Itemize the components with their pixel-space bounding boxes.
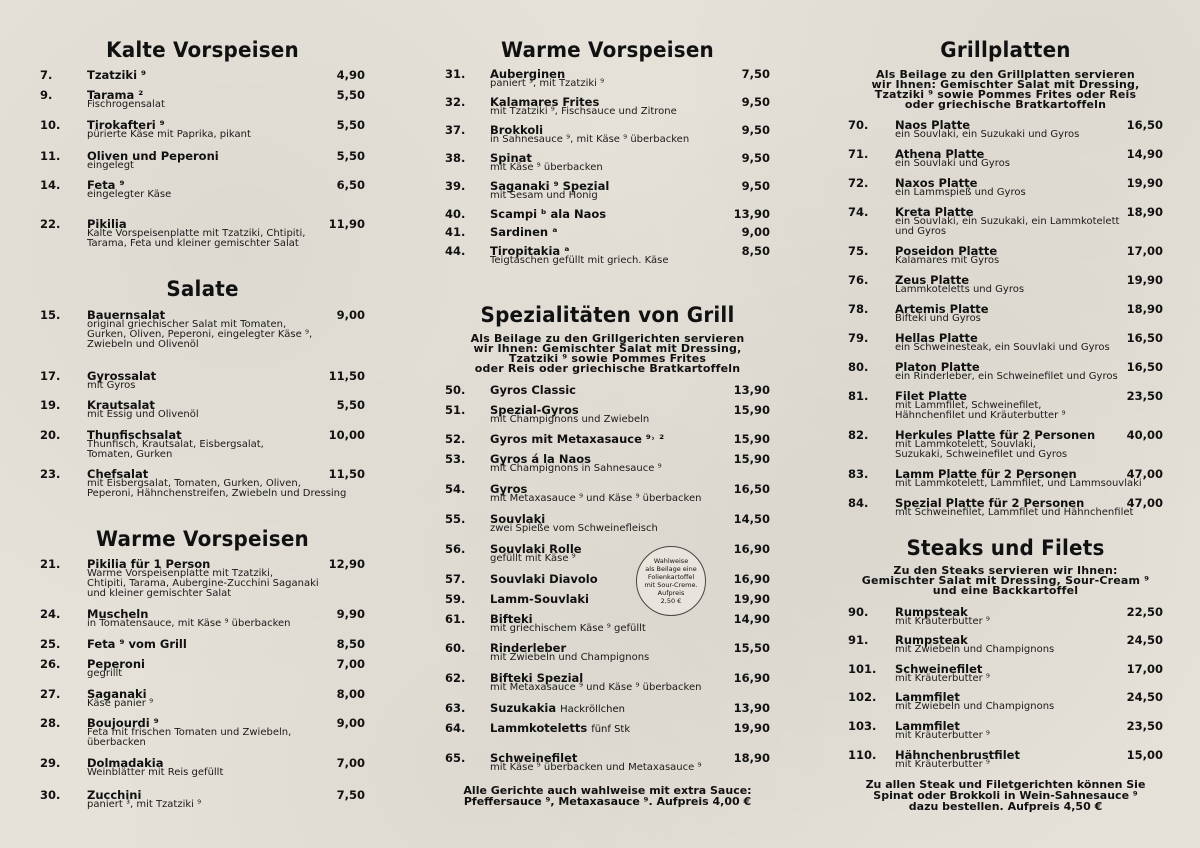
- item-description: ein Schweinesteak, ein Souvlaki und Gyros: [895, 342, 1110, 353]
- item-name-text: Saganaki: [87, 687, 147, 701]
- item-price: 16,90: [733, 572, 770, 586]
- grill-outro: Alle Gerichte auch wahlweise mit extra Sauce: Pfeffersauce ⁹, Metaxasauce ⁹. Aufpreis 4,00 €: [463, 784, 752, 808]
- item-name-text: Gyros Classic: [490, 383, 576, 397]
- item-name-text: Naxos Platte: [895, 176, 978, 190]
- item-name-text: Schweinefilet: [895, 662, 983, 676]
- item-price: 8,50: [336, 637, 365, 651]
- item-name-text: Saganaki ⁹ Spezial: [490, 179, 610, 193]
- item-description: Bifteki und Gyros: [895, 313, 981, 324]
- item-number: 90.: [848, 605, 869, 619]
- item-number: 79.: [848, 331, 869, 345]
- item-number: 32.: [445, 95, 466, 109]
- item-price: 16,90: [733, 671, 770, 685]
- item-name-text: Gyros: [490, 482, 528, 496]
- item-description: mit Gyros: [87, 380, 136, 391]
- item-name-text: Souvlaki Rolle: [490, 542, 582, 556]
- item-description: mit Essig und Olivenöl: [87, 409, 199, 420]
- item-number: 11.: [40, 149, 61, 163]
- item-description: mit Kräuterbutter ⁹: [895, 730, 990, 741]
- item-price: 9,50: [741, 179, 770, 193]
- item-description: mit Lammfilet, Schweinefilet, Hähnchenfilet und Kräuterbutter ⁹: [895, 400, 1066, 421]
- item-name-text: Bifteki Spezial: [490, 671, 584, 685]
- item-description: mit Metaxasauce ⁹ und Käse ⁹ überbacken: [490, 493, 702, 504]
- item-price: 8,50: [741, 244, 770, 258]
- item-name-text: Rumpsteak: [895, 605, 968, 619]
- item-price: 7,50: [741, 67, 770, 81]
- item-number: 75.: [848, 244, 869, 258]
- item-price: 11,90: [328, 217, 365, 231]
- item-price: 23,50: [1126, 389, 1163, 403]
- item-number: 64.: [445, 721, 466, 735]
- grillplatten-intro: Als Beilage zu den Grillplatten servieren wir Ihnen: Gemischter Salat mit Dressing, Tzatziki ⁹ sowie Pommes Frites oder Reis oder griechische Bratkartoffeln: [871, 68, 1140, 111]
- item-number: 63.: [445, 701, 466, 715]
- item-name-text: Brokkoli: [490, 123, 544, 137]
- item-price: 24,50: [1126, 633, 1163, 647]
- item-price: 23,50: [1126, 719, 1163, 733]
- item-number: 41.: [445, 225, 466, 239]
- item-name: [490, 432, 664, 446]
- item-description: gefüllt mit Käse ⁹: [490, 553, 576, 564]
- item-description: Käse panier ⁹: [87, 698, 154, 709]
- item-number: 30.: [40, 788, 61, 802]
- item-inline-description: fünf Stk: [591, 724, 631, 735]
- item-price: 16,50: [1126, 331, 1163, 345]
- item-number: 84.: [848, 496, 869, 510]
- item-name-text: Feta ⁹ vom Grill: [87, 637, 187, 651]
- item-name: [87, 68, 146, 82]
- item-price: 12,90: [328, 557, 365, 571]
- item-number: 44.: [445, 244, 466, 258]
- item-price: 7,00: [336, 657, 365, 671]
- item-name-text: Platon Platte: [895, 360, 980, 374]
- item-number: 25.: [40, 637, 61, 651]
- item-name-text: Pikilia: [87, 217, 127, 231]
- item-description: mit Lammkotelett, Souvlaki, Suzukaki, Schweinefilet und Gyros: [895, 439, 1068, 460]
- item-name-text: Gyros á la Naos: [490, 452, 591, 466]
- item-name-text: Rumpsteak: [895, 633, 968, 647]
- item-name-text: Lammfilet: [895, 719, 960, 733]
- item-number: 74.: [848, 205, 869, 219]
- item-price: 8,00: [336, 687, 365, 701]
- item-number: 54.: [445, 482, 466, 496]
- item-number: 62.: [445, 671, 466, 685]
- item-name-text: Kalamares Frites: [490, 95, 600, 109]
- item-number: 20.: [40, 428, 61, 442]
- item-name-text: Peperoni: [87, 657, 145, 671]
- item-price: 15,90: [733, 403, 770, 417]
- item-price: 6,50: [336, 178, 365, 192]
- item-description: pürierte Käse mit Paprika, pikant: [87, 129, 251, 140]
- grill-intro: Als Beilage zu den Grillgerichten servieren wir Ihnen: Gemischter Salat mit Dressing, Tzatziki ⁹ sowie Pommes Frites oder Reis oder griechische Bratkartoffeln: [470, 332, 745, 375]
- item-name-text: Souvlaki Diavolo: [490, 572, 598, 586]
- item-number: 21.: [40, 557, 61, 571]
- item-name: [490, 592, 589, 606]
- item-price: 16,50: [1126, 118, 1163, 132]
- item-price: 11,50: [328, 369, 365, 383]
- item-description: mit Champignons in Sahnesauce ⁹: [490, 463, 662, 474]
- item-description: original griechischer Salat mit Tomaten, Gurken, Oliven, Peperoni, eingelegter Käse ⁹, Zwiebeln und Olivenöl: [87, 319, 313, 350]
- item-description: mit Metaxasauce ⁹ und Käse ⁹ überbacken: [490, 682, 702, 693]
- item-price: 7,50: [336, 788, 365, 802]
- column-right: [848, 0, 1163, 848]
- item-price: 5,50: [336, 88, 365, 102]
- item-name-text: Pikilia für 1 Person: [87, 557, 211, 571]
- item-name-text: Hellas Platte: [895, 331, 978, 345]
- item-number: 103.: [848, 719, 877, 733]
- item-description: Kalamares mit Gyros: [895, 255, 1000, 266]
- item-name-text: Thunfischsalat: [87, 428, 182, 442]
- item-price: 13,90: [733, 383, 770, 397]
- item-name-text: Feta ⁹: [87, 178, 125, 192]
- item-description: Fischrogensalat: [87, 99, 165, 110]
- item-price: 47,00: [1126, 467, 1163, 481]
- item-name: [490, 572, 598, 586]
- item-price: 18,90: [1126, 302, 1163, 316]
- item-number: 102.: [848, 690, 877, 704]
- item-price: 9,00: [741, 225, 770, 239]
- item-name-text: Athena Platte: [895, 147, 985, 161]
- item-name-text: Chefsalat: [87, 467, 149, 481]
- item-name-text: Naos Platte: [895, 118, 971, 132]
- item-price: 17,00: [1126, 662, 1163, 676]
- item-name-text: Bifteki: [490, 612, 533, 626]
- item-name-text: Lamm Platte für 2 Personen: [895, 467, 1077, 481]
- item-name-text: Herkules Platte für 2 Personen: [895, 428, 1096, 442]
- item-number: 83.: [848, 467, 869, 481]
- item-number: 7.: [40, 68, 53, 82]
- item-name-text: Dolmadakia: [87, 756, 164, 770]
- item-name-text: Muscheln: [87, 607, 149, 621]
- item-number: 39.: [445, 179, 466, 193]
- item-number: 14.: [40, 178, 61, 192]
- item-number: 81.: [848, 389, 869, 403]
- steaks-outro: Zu allen Steak und Filetgerichten können Sie Spinat oder Brokkoli in Wein-Sahnesauce ⁹ dazu bestellen. Aufpreis 4,50 €: [865, 778, 1146, 813]
- column-left: [40, 0, 365, 848]
- item-number: 19.: [40, 398, 61, 412]
- item-price: 19,90: [1126, 273, 1163, 287]
- item-price: 22,50: [1126, 605, 1163, 619]
- section-title-warme-vorspeisen-2: Warme Vorspeisen: [501, 38, 714, 62]
- item-number: 61.: [445, 612, 466, 626]
- item-number: 24.: [40, 607, 61, 621]
- item-number: 78.: [848, 302, 869, 316]
- item-price: 11,50: [328, 467, 365, 481]
- item-price: 9,50: [741, 123, 770, 137]
- item-number: 9.: [40, 88, 53, 102]
- item-description: paniert ³, mit Tzatziki ⁹: [490, 78, 605, 89]
- item-price: 16,50: [733, 482, 770, 496]
- item-price: 5,50: [336, 398, 365, 412]
- item-number: 70.: [848, 118, 869, 132]
- item-description: mit Käse ⁹ überbacken und Metaxasauce ⁹: [490, 762, 702, 773]
- item-description: Kalte Vorspeisenplatte mit Tzatziki, Chtipiti, Tarama, Feta und kleiner gemischter Salat: [87, 228, 306, 249]
- item-number: 91.: [848, 633, 869, 647]
- item-price: 16,90: [733, 542, 770, 556]
- item-description: Weinblätter mit Reis gefüllt: [87, 767, 224, 778]
- item-number: 40.: [445, 207, 466, 221]
- item-name-text: Oliven und Peperoni: [87, 149, 219, 163]
- item-price: 9,50: [741, 151, 770, 165]
- item-price: 7,00: [336, 756, 365, 770]
- item-description: ein Souvlaki, ein Suzukaki, ein Lammkotelett und Gyros: [895, 216, 1120, 237]
- item-number: 27.: [40, 687, 61, 701]
- item-name-text: Bauernsalat: [87, 308, 166, 322]
- item-number: 65.: [445, 751, 466, 765]
- section-title-warme-vorspeisen: Warme Vorspeisen: [96, 527, 309, 551]
- item-name-text: Boujourdi ⁹: [87, 716, 159, 730]
- item-description: mit Champignons und Zwiebeln: [490, 414, 650, 425]
- item-name-text: Zucchini: [87, 788, 142, 802]
- item-name-text: Scampi ᵇ ala Naos: [490, 207, 607, 221]
- side-option-badge: Wahlweise als Beilage eine Folienkartoffel mit Sour-Creme. Aufpreis 2,50 €: [636, 546, 706, 616]
- item-name-text: Lammkoteletts: [490, 721, 588, 735]
- item-description: eingelegter Käse: [87, 189, 172, 200]
- item-number: 10.: [40, 118, 61, 132]
- item-name-text: Souvlaki: [490, 512, 546, 526]
- item-description: ein Souvlaki, ein Suzukaki und Gyros: [895, 129, 1080, 140]
- item-name-text: Tzatziki ⁹: [87, 68, 147, 82]
- item-description: mit Lammkotelett, Lammfilet, und Lammsouvlaki: [895, 478, 1142, 489]
- item-number: 101.: [848, 662, 877, 676]
- item-name-text: Zeus Platte: [895, 273, 970, 287]
- item-number: 72.: [848, 176, 869, 190]
- section-title-kalte-vorspeisen: Kalte Vorspeisen: [106, 38, 299, 62]
- item-price: 15,50: [733, 641, 770, 655]
- section-title-grill: Spezialitäten von Grill: [480, 303, 735, 327]
- item-price: 19,90: [733, 721, 770, 735]
- item-description: gegrillt: [87, 668, 123, 679]
- item-name-text: Suzukakia: [490, 701, 557, 715]
- item-price: 16,50: [1126, 360, 1163, 374]
- item-name-text: Lammfilet: [895, 690, 960, 704]
- item-name-text: Hähnchenbrustfilet: [895, 748, 1020, 762]
- item-price: 17,00: [1126, 244, 1163, 258]
- item-description: in Sahnesauce ⁹, mit Käse ⁹ überbacken: [490, 134, 690, 145]
- item-name-text: Schweinefilet: [490, 751, 578, 765]
- item-price: 5,50: [336, 149, 365, 163]
- item-name-text: Filet Platte: [895, 389, 967, 403]
- item-name-text: Sardinen ᵃ: [490, 225, 558, 239]
- item-description: ein Rinderleber, ein Schweinefilet und Gyros: [895, 371, 1118, 382]
- item-price: 19,90: [733, 592, 770, 606]
- item-number: 71.: [848, 147, 869, 161]
- item-name: [490, 383, 576, 397]
- item-price: 10,00: [328, 428, 365, 442]
- item-price: 9,50: [741, 95, 770, 109]
- item-price: 18,90: [1126, 205, 1163, 219]
- item-description: mit griechischem Käse ⁹ gefüllt: [490, 623, 646, 634]
- item-name-text: Poseidon Platte: [895, 244, 998, 258]
- item-name-text: Rinderleber: [490, 641, 567, 655]
- item-number: 37.: [445, 123, 466, 137]
- item-price: 14,50: [733, 512, 770, 526]
- item-description: Warme Vorspeisenplatte mit Tzatziki, Chtipiti, Tarama, Aubergine-Zucchini Saganaki und kleiner gemischter Salat: [87, 568, 319, 599]
- item-number: 57.: [445, 572, 466, 586]
- item-description: mit Eisbergsalat, Tomaten, Gurken, Oliven, Peperoni, Hähnchenstreifen, Zwiebeln und Dressing: [87, 478, 347, 499]
- item-description: mit Kräuterbutter ⁹: [895, 759, 990, 770]
- item-name: [490, 207, 606, 221]
- item-description: mit Schweinefilet, Lammfilet und Hähnchenfilet: [895, 507, 1134, 518]
- item-number: 31.: [445, 67, 466, 81]
- item-number: 28.: [40, 716, 61, 730]
- item-description: eingelegt: [87, 160, 134, 171]
- item-number: 29.: [40, 756, 61, 770]
- item-description: mit Käse ⁹ überbacken: [490, 162, 603, 173]
- item-description: mit Zwiebeln und Champignons: [895, 701, 1055, 712]
- item-name-text: Gyros mit Metaxasauce ⁹˒ ²: [490, 432, 665, 446]
- item-description: paniert ³, mit Tzatziki ⁹: [87, 799, 202, 810]
- item-number: 55.: [445, 512, 466, 526]
- item-price: 15,90: [733, 432, 770, 446]
- item-price: 14,90: [733, 612, 770, 626]
- column-middle: [445, 0, 770, 848]
- item-description: ein Lammspieß und Gyros: [895, 187, 1026, 198]
- item-price: 40,00: [1126, 428, 1163, 442]
- item-number: 52.: [445, 432, 466, 446]
- section-title-steaks: Steaks und Filets: [906, 536, 1105, 560]
- item-name-text: Gyrossalat: [87, 369, 157, 383]
- item-number: 51.: [445, 403, 466, 417]
- item-name-text: Tarama ²: [87, 88, 144, 102]
- item-name: [87, 637, 187, 651]
- item-price: 9,90: [336, 607, 365, 621]
- item-price: 13,90: [733, 207, 770, 221]
- item-description: zwei Spieße vom Schweinefleisch: [490, 523, 658, 534]
- item-number: 38.: [445, 151, 466, 165]
- item-name: [490, 225, 557, 239]
- item-number: 56.: [445, 542, 466, 556]
- section-title-grillplatten: Grillplatten: [940, 38, 1071, 62]
- section-title-salate: Salate: [166, 277, 239, 301]
- item-description: mit Zwiebeln und Champignons: [895, 644, 1055, 655]
- item-inline-description: Hackröllchen: [560, 704, 625, 715]
- item-number: 76.: [848, 273, 869, 287]
- item-description: mit Kräuterbutter ⁹: [895, 616, 990, 627]
- item-description: mit Sesam und Honig: [490, 190, 598, 201]
- item-name-text: Krautsalat: [87, 398, 155, 412]
- item-price: 19,90: [1126, 176, 1163, 190]
- item-description: Thunfisch, Krautsalat, Eisbergsalat, Tomaten, Gurken: [87, 439, 264, 460]
- item-name-text: Tirokafteri ⁹: [87, 118, 165, 132]
- item-description: ein Souvlaki und Gyros: [895, 158, 1010, 169]
- item-number: 50.: [445, 383, 466, 397]
- item-name: [490, 721, 630, 735]
- item-name-text: Tiropitakia ᵃ: [490, 244, 570, 258]
- item-description: Teigtaschen gefüllt mit griech. Käse: [490, 255, 669, 266]
- item-price: 4,90: [336, 68, 365, 82]
- item-name: [490, 701, 625, 715]
- item-description: Lammkoteletts und Gyros: [895, 284, 1025, 295]
- item-number: 15.: [40, 308, 61, 322]
- item-price: 9,00: [336, 716, 365, 730]
- item-number: 23.: [40, 467, 61, 481]
- item-number: 82.: [848, 428, 869, 442]
- item-number: 22.: [40, 217, 61, 231]
- item-description: Feta mit frischen Tomaten und Zwiebeln, überbacken: [87, 727, 292, 748]
- item-name-text: Spezial Platte für 2 Personen: [895, 496, 1085, 510]
- item-description: mit Tzatziki ⁹, Fischsauce und Zitrone: [490, 106, 677, 117]
- item-name-text: Spezial-Gyros: [490, 403, 579, 417]
- item-description: in Tomatensauce, mit Käse ⁹ überbacken: [87, 618, 291, 629]
- item-price: 47,00: [1126, 496, 1163, 510]
- item-number: 59.: [445, 592, 466, 606]
- item-price: 18,90: [733, 751, 770, 765]
- item-name-text: Artemis Platte: [895, 302, 989, 316]
- item-price: 9,00: [336, 308, 365, 322]
- item-number: 26.: [40, 657, 61, 671]
- item-number: 80.: [848, 360, 869, 374]
- steaks-intro: Zu den Steaks servieren wir Ihnen: Gemischter Salat mit Dressing, Sour-Cream ⁹ und eine Backkartoffel: [861, 564, 1150, 597]
- item-name-text: Auberginen: [490, 67, 566, 81]
- item-description: mit Zwiebeln und Champignons: [490, 652, 650, 663]
- item-price: 14,90: [1126, 147, 1163, 161]
- item-name-text: Lamm-Souvlaki: [490, 592, 589, 606]
- item-price: 5,50: [336, 118, 365, 132]
- item-price: 24,50: [1126, 690, 1163, 704]
- item-number: 17.: [40, 369, 61, 383]
- item-price: 13,90: [733, 701, 770, 715]
- item-number: 110.: [848, 748, 877, 762]
- item-number: 60.: [445, 641, 466, 655]
- item-number: 53.: [445, 452, 466, 466]
- item-price: 15,90: [733, 452, 770, 466]
- item-price: 15,00: [1126, 748, 1163, 762]
- item-name-text: Kreta Platte: [895, 205, 974, 219]
- item-description: mit Kräuterbutter ⁹: [895, 673, 990, 684]
- item-name-text: Spinat: [490, 151, 532, 165]
